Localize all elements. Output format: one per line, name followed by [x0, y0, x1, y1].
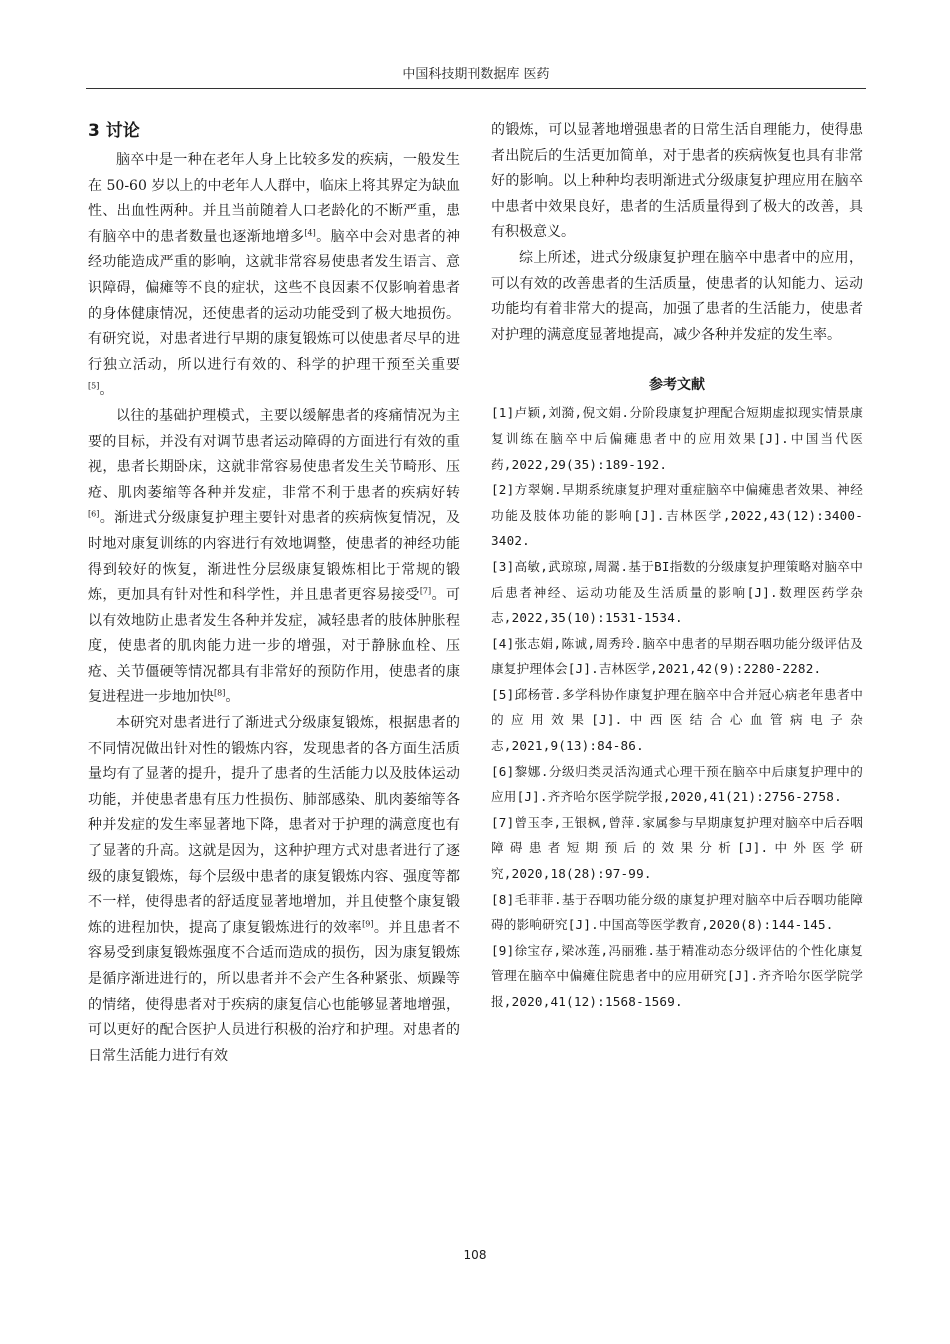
- reference-item: [2]方翠娴.早期系统康复护理对重症脑卒中偏瘫患者效果、神经功能及肢体功能的影响[J].吉林医学,2022,43(12):3400-3402.: [491, 482, 863, 549]
- page-number: 108: [463, 1248, 487, 1262]
- reference-item: [8]毛菲菲.基于吞咽功能分级的康复护理对脑卒中后吞咽功能障碍的影响研究[J].中国高等医学教育,2020(8):144-145.: [491, 891, 863, 933]
- paragraph-text: 脑卒中是一种在老年人身上比较多发的疾病，一般发生在 50-60 岁以上的中老年人人群中，临床上将其界定为缺血性、出血性两种。并且当前随着人口老龄化的不断严重，患有脑卒中的患者数量也逐渐地增多: [88, 152, 460, 245]
- citation-marker: [4]: [304, 228, 316, 238]
- paragraph-text: 。并且患者不容易受到康复锻炼强度不合适而造成的损伤，因为康复锻炼是循序渐进进行的，所以患者并不会产生各种紧张、烦躁等的情绪，使得患者对于疾病的康复信心也能够显著地增强，可以更好的配合医护人员进行积极的治疗和护理。对患者的日常生活能力进行有效: [88, 919, 461, 1064]
- reference-item: [4]张志娟,陈诚,周秀玲.脑卒中患者的早期吞咽功能分级评估及康复护理体会[J].吉林医学,2021,42(9):2280-2282.: [491, 635, 863, 677]
- citation-marker: [7]: [419, 586, 432, 596]
- right-column: [491, 118, 863, 1015]
- paragraph-text: 。渐进式分级康复护理主要针对患者的疾病恢复情况，及时地对康复训练的内容进行有效地调整，使患者的神经功能得到较好的恢复，渐进性分层级康复锻炼相比于常规的锻炼，更加具有针对性和科学性，并且患者更容易接受: [88, 510, 460, 604]
- paragraph-study: [88, 711, 460, 1069]
- citation-marker: [9]: [362, 919, 374, 929]
- paragraph-continued: 的锻炼，可以显著地增强患者的日常生活自理能力，使得患者出院后的生活更加简单，对于患者的疾病恢复也具有非常好的影响。以上种种均表明渐进式分级康复护理应用在脑卒中患者中效果良好，患者的生活质量得到了极大的改善，具有积极意义。: [491, 122, 863, 241]
- reference-item: [3]高敏,武琼琼,周翯.基于BI指数的分级康复护理策略对脑卒中后患者神经、运动功能及生活质量的影响[J].数理医药学杂志,2022,35(10):1531-1534.: [491, 558, 863, 626]
- reference-item: [9]徐宝存,梁冰莲,冯丽雅.基于精准动态分级评估的个性化康复管理在脑卒中偏瘫住院患者中的应用研究[J].齐齐哈尔医学院学报,2020,41(12):1568-1569.: [491, 942, 863, 1009]
- paragraph-text: 。: [225, 689, 240, 706]
- citation-marker: [6]: [88, 509, 100, 519]
- header-rule: [86, 88, 866, 89]
- paragraph-nursing-model: [88, 404, 460, 711]
- left-column: [88, 118, 460, 1069]
- paragraph-conclusion: 综上所述，进式分级康复护理在脑卒中患者中的应用，可以有效的改善患者的生活质量，使患者的认知能力、运动功能均有着非常大的提高，加强了患者的生活能力，使患者对护理的满意度显著地提高，减少各种并发症的发生率。: [491, 249, 863, 343]
- reference-item: [5]邱杨菅.多学科协作康复护理在脑卒中合并冠心病老年患者中的应用效果[J].中西医结合心血管病电子杂志,2021,9(13):84-86.: [491, 686, 863, 754]
- paragraph-intro: [88, 148, 460, 404]
- reference-item: [1]卢颖,刘漪,倪文娟.分阶段康复护理配合短期虚拟现实情景康复训练在脑卒中后偏瘫患者中的应用效果[J].中国当代医药,2022,29(35):189-192.: [491, 405, 863, 472]
- references-title: 参考文献: [649, 377, 705, 394]
- section-title: 3 讨论: [88, 121, 140, 141]
- citation-marker: [8]: [214, 688, 226, 698]
- references-list: [491, 400, 863, 1014]
- reference-item: [6]黎娜.分级归类灵活沟通式心理干预在脑卒中后康复护理中的应用[J].齐齐哈尔医学院学报,2020,41(21):2756-2758.: [491, 763, 863, 805]
- reference-item: [7]曾玉李,王银枫,曾萍.家属参与早期康复护理对脑卒中后吞咽障碍患者短期预后的效果分析[J].中外医学研究,2020,18(28):97-99.: [491, 814, 863, 882]
- paragraph-text: 以往的基础护理模式，主要以缓解患者的疼痛情况为主要的目标，并没有对调节患者运动障碍的方面进行有效的重视，患者长期卧床，这就非常容易使患者发生关节畸形、压疮、肌肉萎缩等各种并发症，非常不利于患者的疾病好转: [88, 407, 460, 501]
- paragraph-text: 。脑卒中会对患者的神经功能造成严重的影响，这就非常容易使患者发生语言、意识障碍，偏瘫等不良的症状，这些不良因素不仅影响着患者的身体健康情况，还使患者的运动功能受到了极大地损伤。有研究说，对患者进行早期的康复锻炼可以使患者尽早的进行独立活动，所以进行有效的、科学的护理干预至关重要: [88, 228, 461, 373]
- paragraph-text: 。可以有效地防止患者发生各种并发症，减轻患者的肢体肿胀程度，使患者的肌肉能力进一步的增强，对于静脉血栓、压疮、关节僵硬等情况都具有非常好的预防作用，使患者的康复进程进一步地加快: [88, 587, 461, 706]
- paragraph-text: 本研究对患者进行了渐进式分级康复锻炼，根据患者的不同情况做出针对性的锻炼内容，发现患者的各方面生活质量均有了显著的提升，提升了患者的生活能力以及肢体运动功能，并使患者患有压力性损伤、肺部感染、肌肉萎缩等各种并发症的发生率显著地下降，患者对于护理的满意度也有了显著的升高。这就是因为，这种护理方式对患者进行了逐级的康复锻炼，每个层级中患者的康复锻炼内容、强度等都不一样，使得患者的舒适度显著地增加，并且使整个康复锻炼的进程加快，提高了康复锻炼进行的效率: [88, 715, 460, 936]
- paragraph-text: 。: [99, 382, 114, 399]
- running-header: 中国科技期刊数据库 医药: [402, 67, 550, 82]
- citation-marker: [5]: [88, 381, 100, 391]
